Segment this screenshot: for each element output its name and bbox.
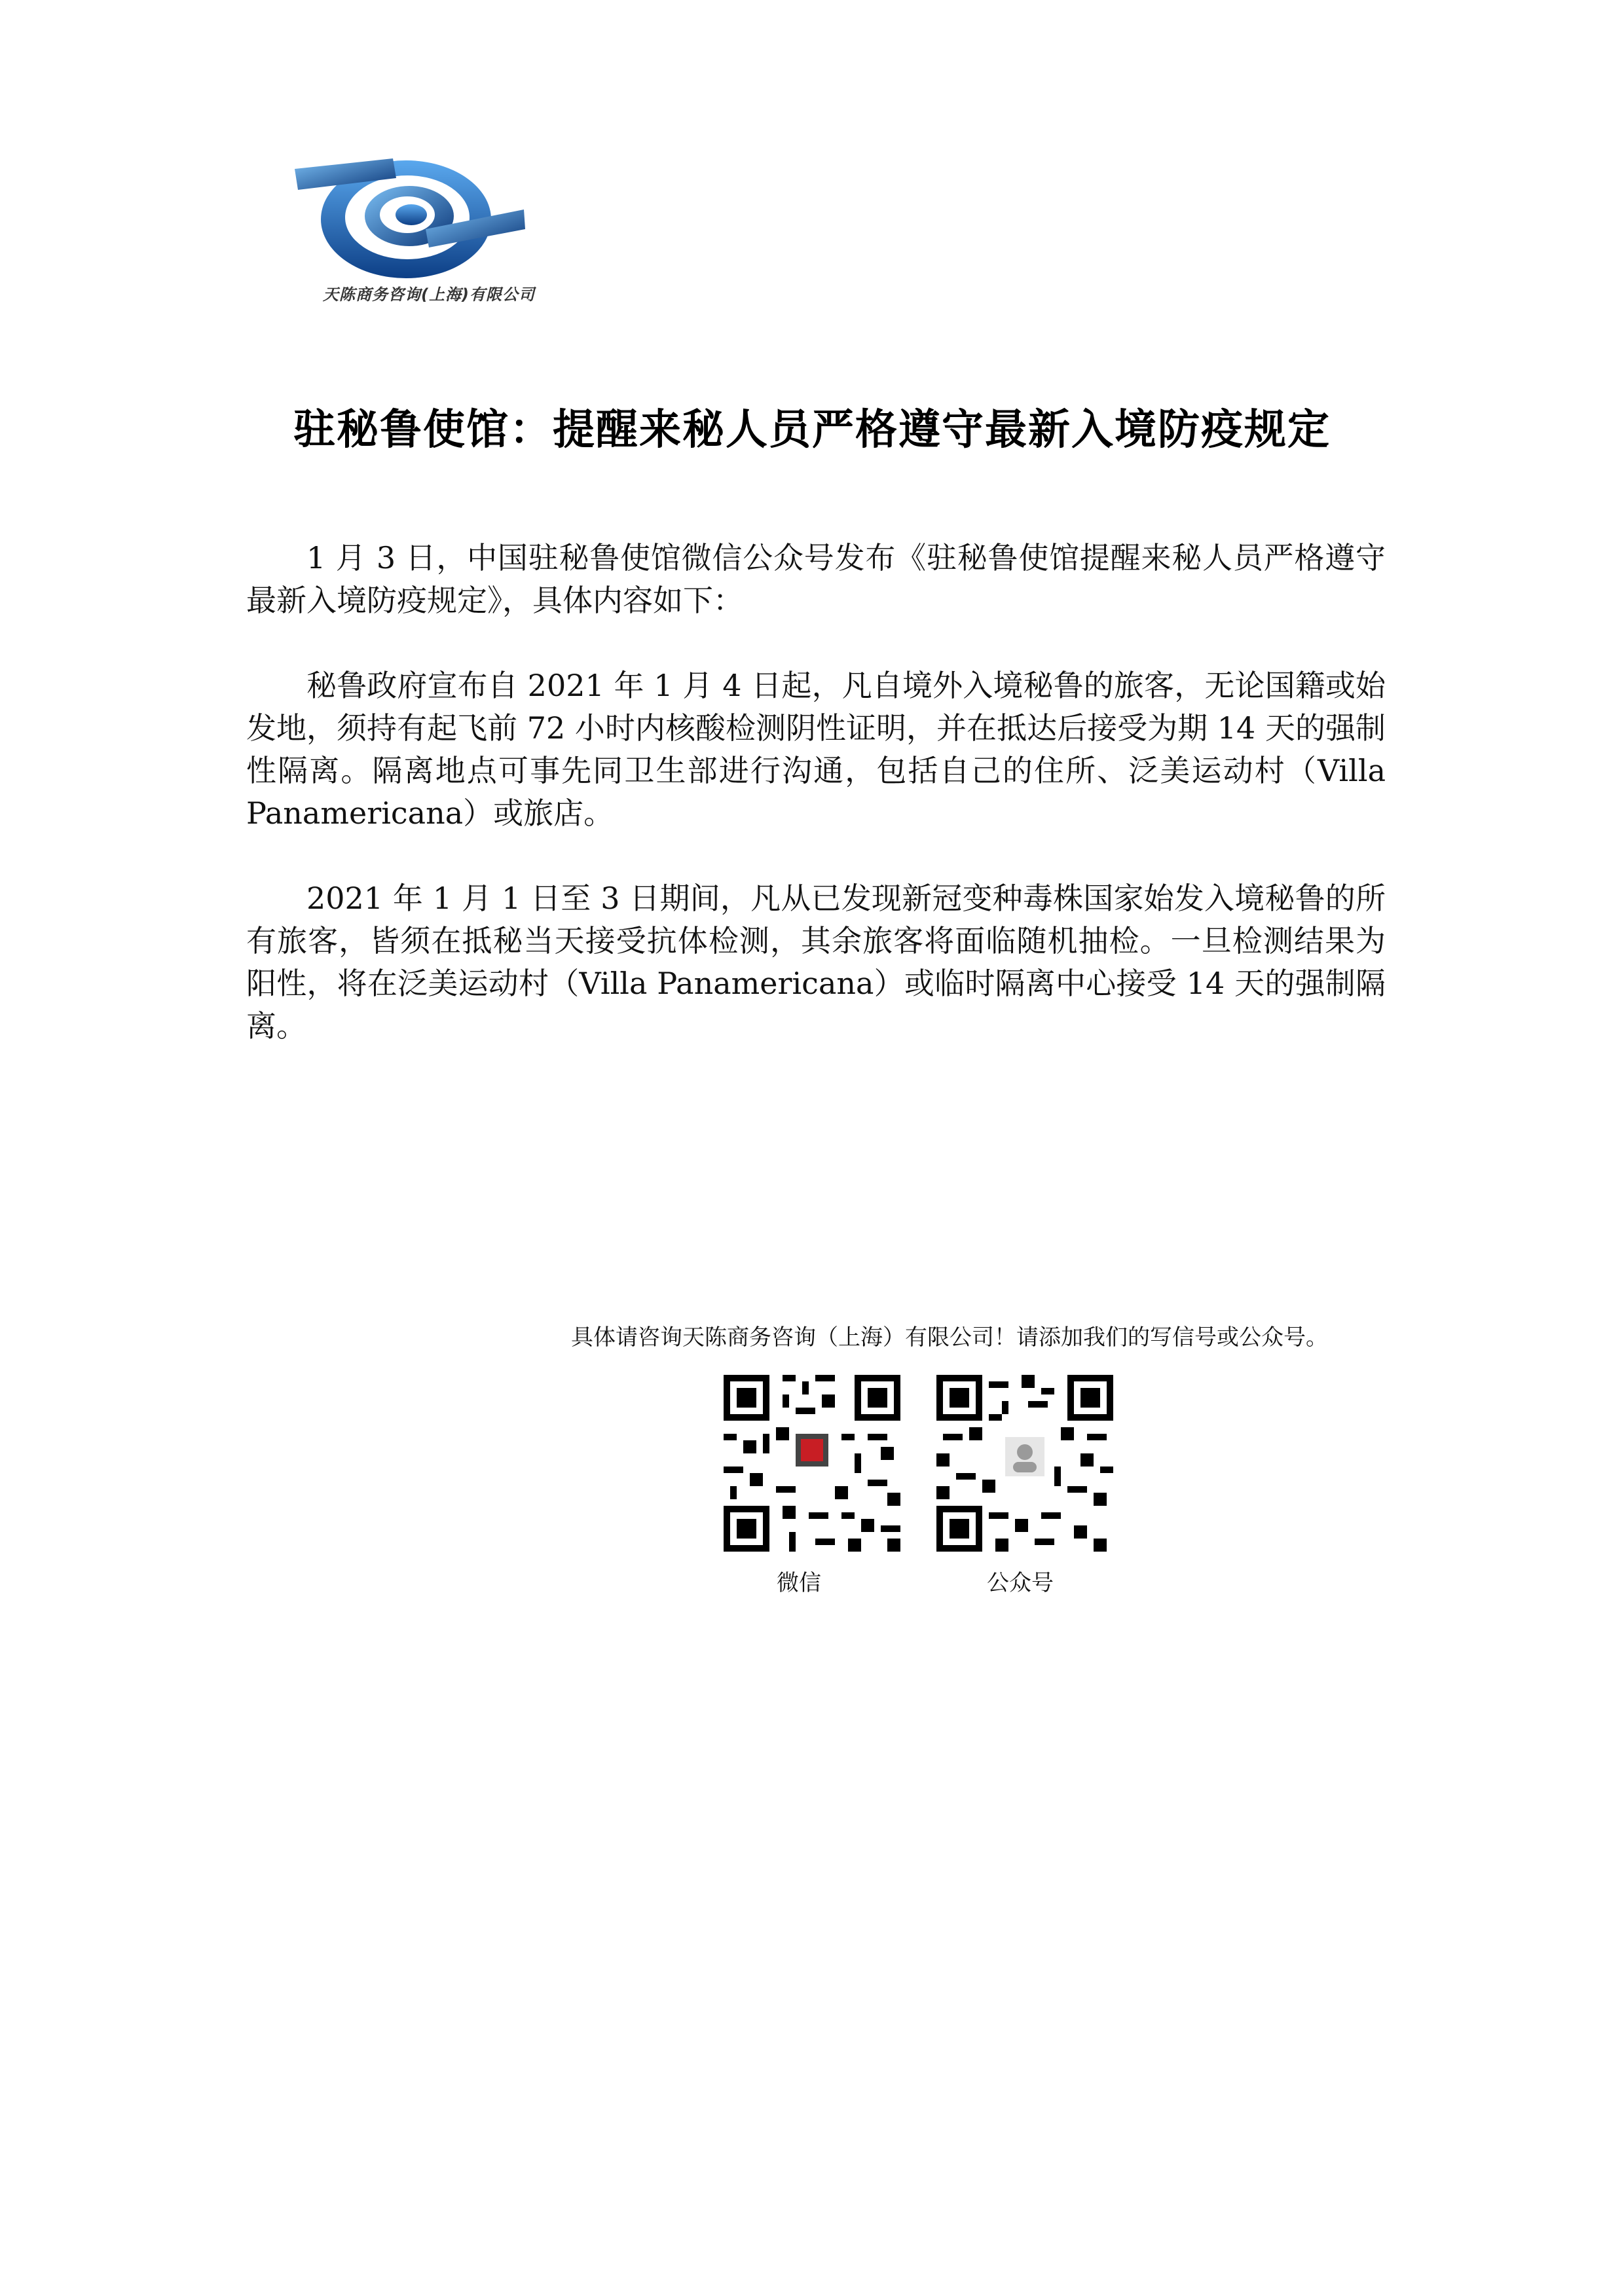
paragraph-2: 秘鲁政府宣布自 2021 年 1 月 4 日起，凡自境外入境秘鲁的旅客，无论国籍或始发地，须持有起飞前 72 小时内核酸检测阴性证明，并在抵达后接受为期 14 天的强制性隔离。隔离地点可事先同卫生部进行沟通，包括自己的住所、泛美运动村（Villa Panamericana）或旅店。 (246, 668, 1386, 831)
wechat-qr-code-icon (724, 1375, 900, 1552)
paragraph-1: 1 月 3 日，中国驻秘鲁使馆微信公众号发布《驻秘鲁使馆提醒来秘人员严格遵守最新入境防疫规定》，具体内容如下： (246, 540, 1386, 618)
contact-note: 具体请咨询天陈商务咨询（上海）有限公司！请添加我们的写信号或公众号。 (571, 1324, 1328, 1351)
company-name-logo-text: 天陈商务咨询(上海)有限公司 (323, 285, 535, 304)
official-account-qr-label: 公众号 (987, 1570, 1054, 1596)
company-logo (288, 131, 563, 308)
at-sign-logo-icon (288, 131, 550, 282)
page-title: 驻秘鲁使馆：提醒来秘人员严格遵守最新入境防疫规定 (293, 406, 1331, 454)
official-account-qr-code-icon (936, 1375, 1113, 1552)
article-body (246, 537, 1386, 1090)
qr-code-row (724, 1375, 1130, 1584)
wechat-qr-label: 微信 (777, 1570, 821, 1596)
paragraph-3: 2021 年 1 月 1 日至 3 日期间，凡从已发现新冠变种毒株国家始发入境秘鲁的所有旅客，皆须在抵秘当天接受抗体检测，其余旅客将面临随机抽检。一旦检测结果为阳性，将在泛美运动村（Villa Panamericana）或临时隔离中心接受 14 天的强制隔离。 (246, 881, 1386, 1044)
